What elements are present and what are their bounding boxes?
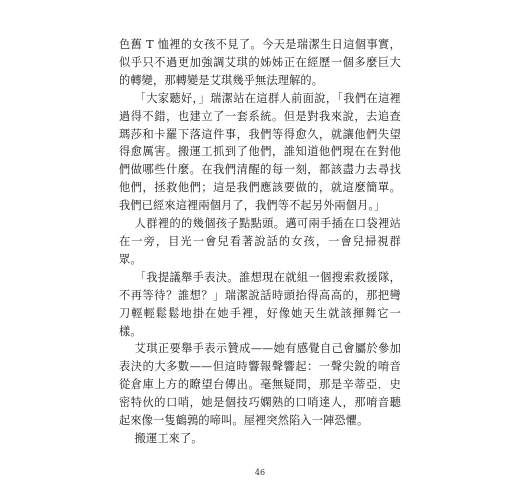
- paragraph: 搬運工來了。: [134, 431, 203, 445]
- paragraph: 「大家聽好，」瑞潔站在這群人前面說，「我們在這裡過得不錯，也建立了一套系統。但是對我來說，去追查瑪莎和卡羅下落這件事，我們等得愈久，就讓他們失望得愈厲害。搬運工抓到了他們，誰知道他們現在在對他們做哪些什麼。在我們清醒的每一刻，都該盡力去尋找他們，拯救他們；這是我們應該要做的，就這麼簡單。我們已經來這裡兩個月了，我們等不起另外兩個月。」: [119, 91, 401, 213]
- paragraph: 色舊 T 恤裡的女孩不見了。今天是瑞潔生日這個事實，似乎只不過更加強調艾琪的姊姊正在經歷一個多麼巨大的轉變，那轉變是艾琪幾乎無法理解的。: [119, 38, 401, 87]
- page-number: 46: [254, 468, 266, 477]
- paragraph: 艾琪正要舉手表示贊成——她有感覺自己會屬於參加表決的大多數——但這時響報聲響起：一聲尖銳的唷音從倉庫上方的瞭望台傳出。毫無疑問，那是辛蒂亞．史密特伙的口哨，她是個技巧嫻熟的口哨達人，那唷音聽起來像一隻鶴鶉的啼叫。屋裡突然陷入一陣恐懼。: [119, 342, 401, 428]
- paragraph: 「我提議舉手表決。誰想現在就組一個搜索救援隊，不再等待？誰想？」瑞潔說話時頭抬得高高的，那把彎刀輕輕鬆鬆地掛在她手裡，好像她天生就該揮舞它一樣。: [119, 270, 401, 338]
- book-page-body: [119, 36, 401, 448]
- paragraph: 人群裡的的幾個孩子點點頭。邁可兩手插在口袋裡站在一旁，目光一會兒看著說話的女孩，一會兒掃視群眾。: [119, 217, 401, 266]
